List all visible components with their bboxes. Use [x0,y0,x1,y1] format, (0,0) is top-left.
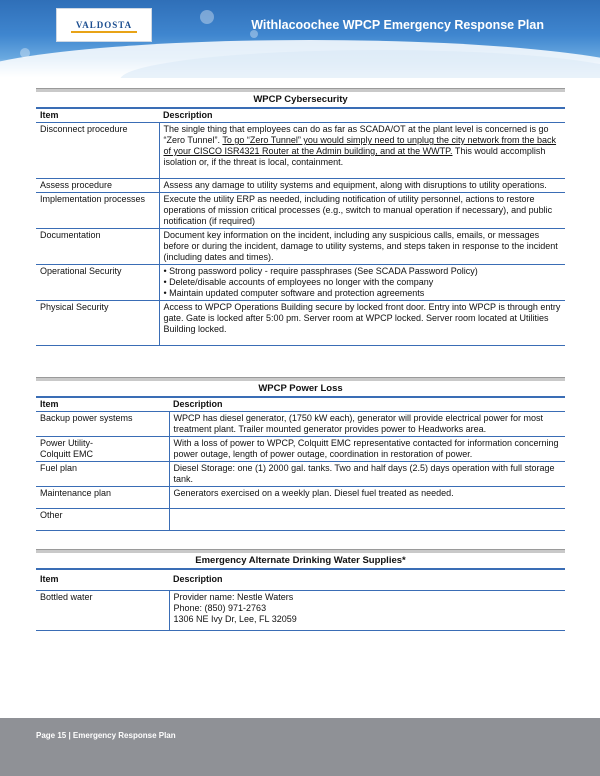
table-header-row [36,398,565,412]
column-header-description: Description [169,570,565,590]
table-row [36,123,565,179]
logo-text: VALDOSTA [75,20,133,30]
row-item: Backup power systems [36,412,169,437]
table-header-row [36,570,565,590]
row-description [159,123,565,179]
table-row [36,179,565,193]
valdosta-logo [56,8,152,42]
water-drop-decoration [20,48,30,58]
page-header [0,0,600,78]
table-header-row [36,109,565,123]
power-loss-table [36,398,565,531]
column-header-item: Item [36,570,169,590]
bullet-item: • Maintain updated computer software and protection agreements [163,288,425,298]
plan-title: Withlacoochee WPCP Emergency Response Plan [251,18,544,32]
cybersecurity-table [36,109,565,346]
section-title: WPCP Cybersecurity [36,92,565,109]
table-row [36,437,565,462]
row-description: Access to WPCP Operations Building secure by locked front door. Entry into WPCP is through entry gate. Gate is locked after 5:00 pm. Server room at WPCP locked. Server room located at Utilities Building locked. [159,301,565,346]
column-header-description: Description [159,109,565,123]
table-row [36,229,565,265]
provider-phone: Phone: (850) 971-2763 [173,602,267,613]
row-item: Assess procedure [36,179,159,193]
section-title: Emergency Alternate Drinking Water Supplies* [36,553,565,570]
bullet-item: • Strong password policy - require passphrases (See SCADA Password Policy) [163,266,478,276]
table-row [36,412,565,437]
logo-swoosh [71,31,137,33]
row-item: Documentation [36,229,159,265]
table-row [36,509,565,531]
section-title: WPCP Power Loss [36,381,565,398]
row-item: Other [36,509,169,531]
power-loss-section [36,377,565,531]
drinking-water-table [36,570,565,631]
table-row [36,193,565,229]
row-description: Generators exercised on a weekly plan. Diesel fuel treated as needed. [169,487,565,509]
row-description: With a loss of power to WPCP, Colquitt EMC representative contacted for information concerning power outage, length of power outage, coordination in restoration of power. [169,437,565,462]
row-description: Assess any damage to utility systems and equipment, along with disruptions to utility operations. [159,179,565,193]
row-description [159,265,565,301]
bullet-item: • Delete/disable accounts of employees no longer with the company [163,277,434,287]
row-description: WPCP has diesel generator, (1750 kW each), generator will provide electrical power for most treatment plant. Trailer mounted generator provides power to Headworks area. [169,412,565,437]
description-text: The single thing that employees can do as far as SCADA/OT at the plant level is concerned is go “Zero Tunnel”. [163,124,549,145]
row-description: Document key information on the incident, including any suspicious calls, emails, or messages before or during the incident, damage to utility systems, and steps taken in response to the incident (including dates and times). [159,229,565,265]
page-footer [0,718,600,776]
row-description [169,590,565,630]
table-row [36,265,565,301]
row-description: Execute the utility ERP as needed, including notification of utility personnel, actions to restore operations of mission critical processes (e.g., switch to manual operation if necessary), and public notification (if required) [159,193,565,229]
column-header-item: Item [36,398,169,412]
row-item: Fuel plan [36,462,169,487]
cybersecurity-section [36,88,565,346]
row-item: Disconnect procedure [36,123,159,179]
column-header-description: Description [169,398,565,412]
row-description: Diesel Storage: one (1) 2000 gal. tanks. Two and half days (2.5) days operation with full storage tank. [169,462,565,487]
table-row [36,487,565,509]
water-drop-decoration [200,10,214,24]
row-item: Bottled water [36,590,169,630]
row-item: Operational Security [36,265,159,301]
zero-tunnel-instructions: To go “Zero Tunnel” you would simply need to unplug the city network from the back of your CISCO ISR4321 Router at the Admin building, and at the WWTP. [163,135,557,156]
table-row [36,301,565,346]
row-item: Power Utility- Colquitt EMC [36,437,169,462]
row-item: Maintenance plan [36,487,169,509]
description-text: This would accomplish isolation or, if the threat is local, containment. [163,146,546,167]
table-row [36,590,565,630]
row-item: Physical Security [36,301,159,346]
provider-name: Provider name: Nestle Waters [173,591,294,602]
footer-text: Page 15 | Emergency Response Plan [36,731,176,740]
row-description [169,509,565,531]
drinking-water-section [36,549,565,631]
row-item: Implementation processes [36,193,159,229]
provider-address: 1306 NE Ivy Dr, Lee, FL 32059 [173,613,297,624]
table-row [36,462,565,487]
column-header-item: Item [36,109,159,123]
